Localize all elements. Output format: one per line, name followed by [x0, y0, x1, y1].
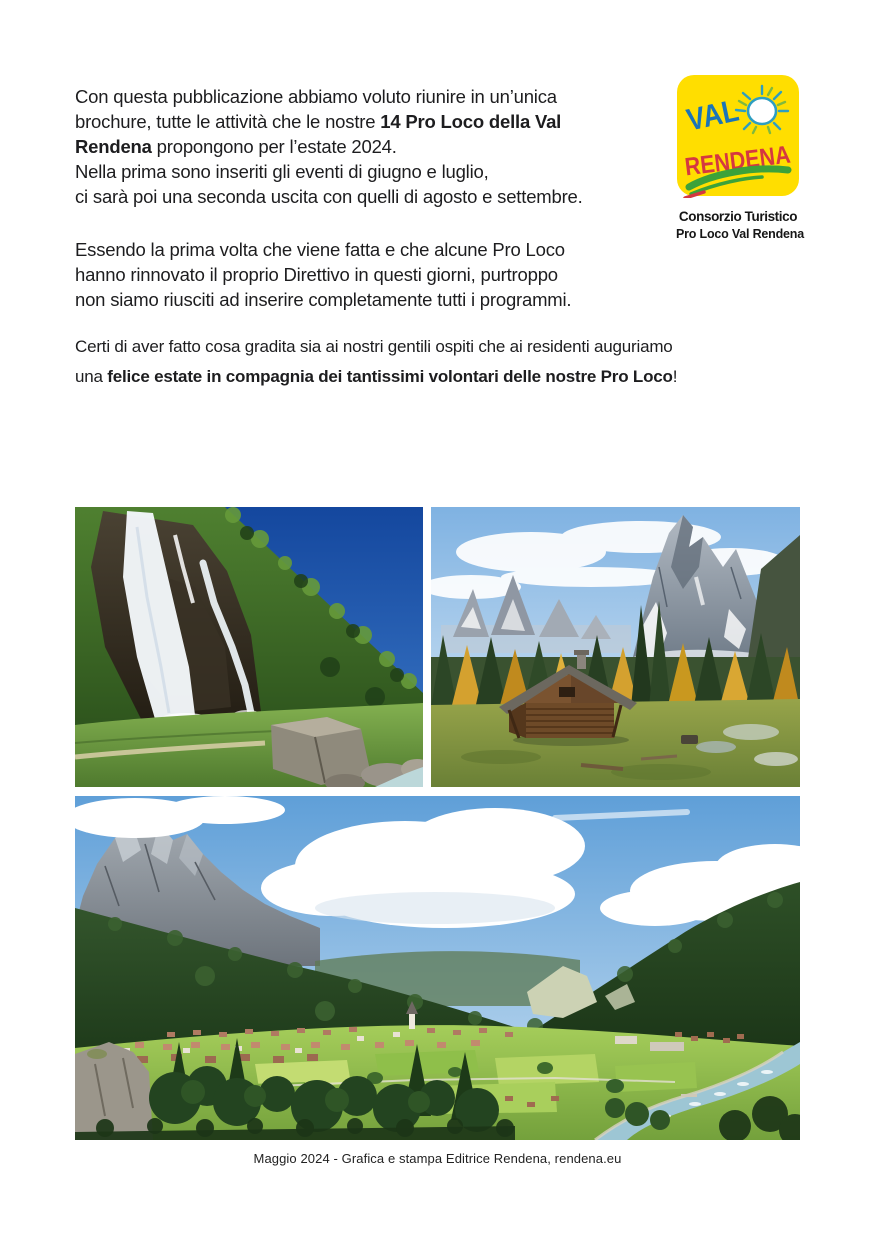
intro-text: ci sarà poi una seconda uscita con quelli di agosto e settembre.: [75, 186, 583, 207]
second-paragraph: [75, 237, 571, 312]
intro-text: Con questa pubblicazione abbiamo voluto riunire in un’unica: [75, 86, 557, 107]
paragraph-line: [75, 362, 677, 392]
intro-bold-text: Rendena: [75, 136, 152, 157]
intro-text: brochure, tutte le attività che le nostre: [75, 111, 381, 132]
intro-text: propongono per l’estate 2024.: [151, 136, 397, 157]
intro-line: [75, 184, 583, 209]
closing-paragraph: [75, 332, 677, 392]
intro-paragraph: [75, 84, 583, 209]
logo-word-val: VAL: [683, 90, 750, 138]
logo-word-rendena: RENDENA: [683, 138, 800, 182]
paragraph-text: Certi di aver fatto cosa gradita sia ai nostri gentili ospiti che ai residenti auguriamo: [75, 337, 673, 356]
intro-bold-text: 14 Pro Loco della Val: [380, 111, 562, 132]
intro-line: [75, 109, 583, 134]
logo-subtitle-2: Pro Loco Val Rendena: [676, 227, 804, 241]
logo-subtitle-1: Consorzio Turistico: [678, 209, 798, 224]
paragraph-text: !: [672, 367, 678, 386]
paragraph-text: hanno rinnovato il proprio Direttivo in questi giorni, purtroppo: [75, 264, 558, 285]
paragraph-text: una: [75, 367, 108, 386]
intro-line: [75, 84, 583, 109]
val-rendena-logo-icon: [676, 74, 800, 198]
footer-credit: Maggio 2024 - Grafica e stampa Editrice Rendena, rendena.eu: [253, 1151, 622, 1166]
intro-text: Nella prima sono inseriti gli eventi di giugno e luglio,: [75, 161, 489, 182]
paragraph-text: Essendo la prima volta che viene fatta e che alcune Pro Loco: [75, 239, 565, 260]
intro-line: [75, 159, 583, 184]
val-rendena-logo: [676, 74, 804, 241]
paragraph-bold-text: felice estate in compagnia dei tantissimi volontari delle nostre Pro Loco: [107, 367, 673, 386]
paragraph-text: non siamo riusciti ad inserire completamente tutti i programmi.: [75, 289, 572, 310]
bridge: [681, 1094, 697, 1097]
intro-line: [75, 134, 583, 159]
valley-panorama-photo: [75, 796, 800, 1140]
cabin-photo: [431, 507, 800, 787]
waterfall-photo: [75, 507, 423, 787]
